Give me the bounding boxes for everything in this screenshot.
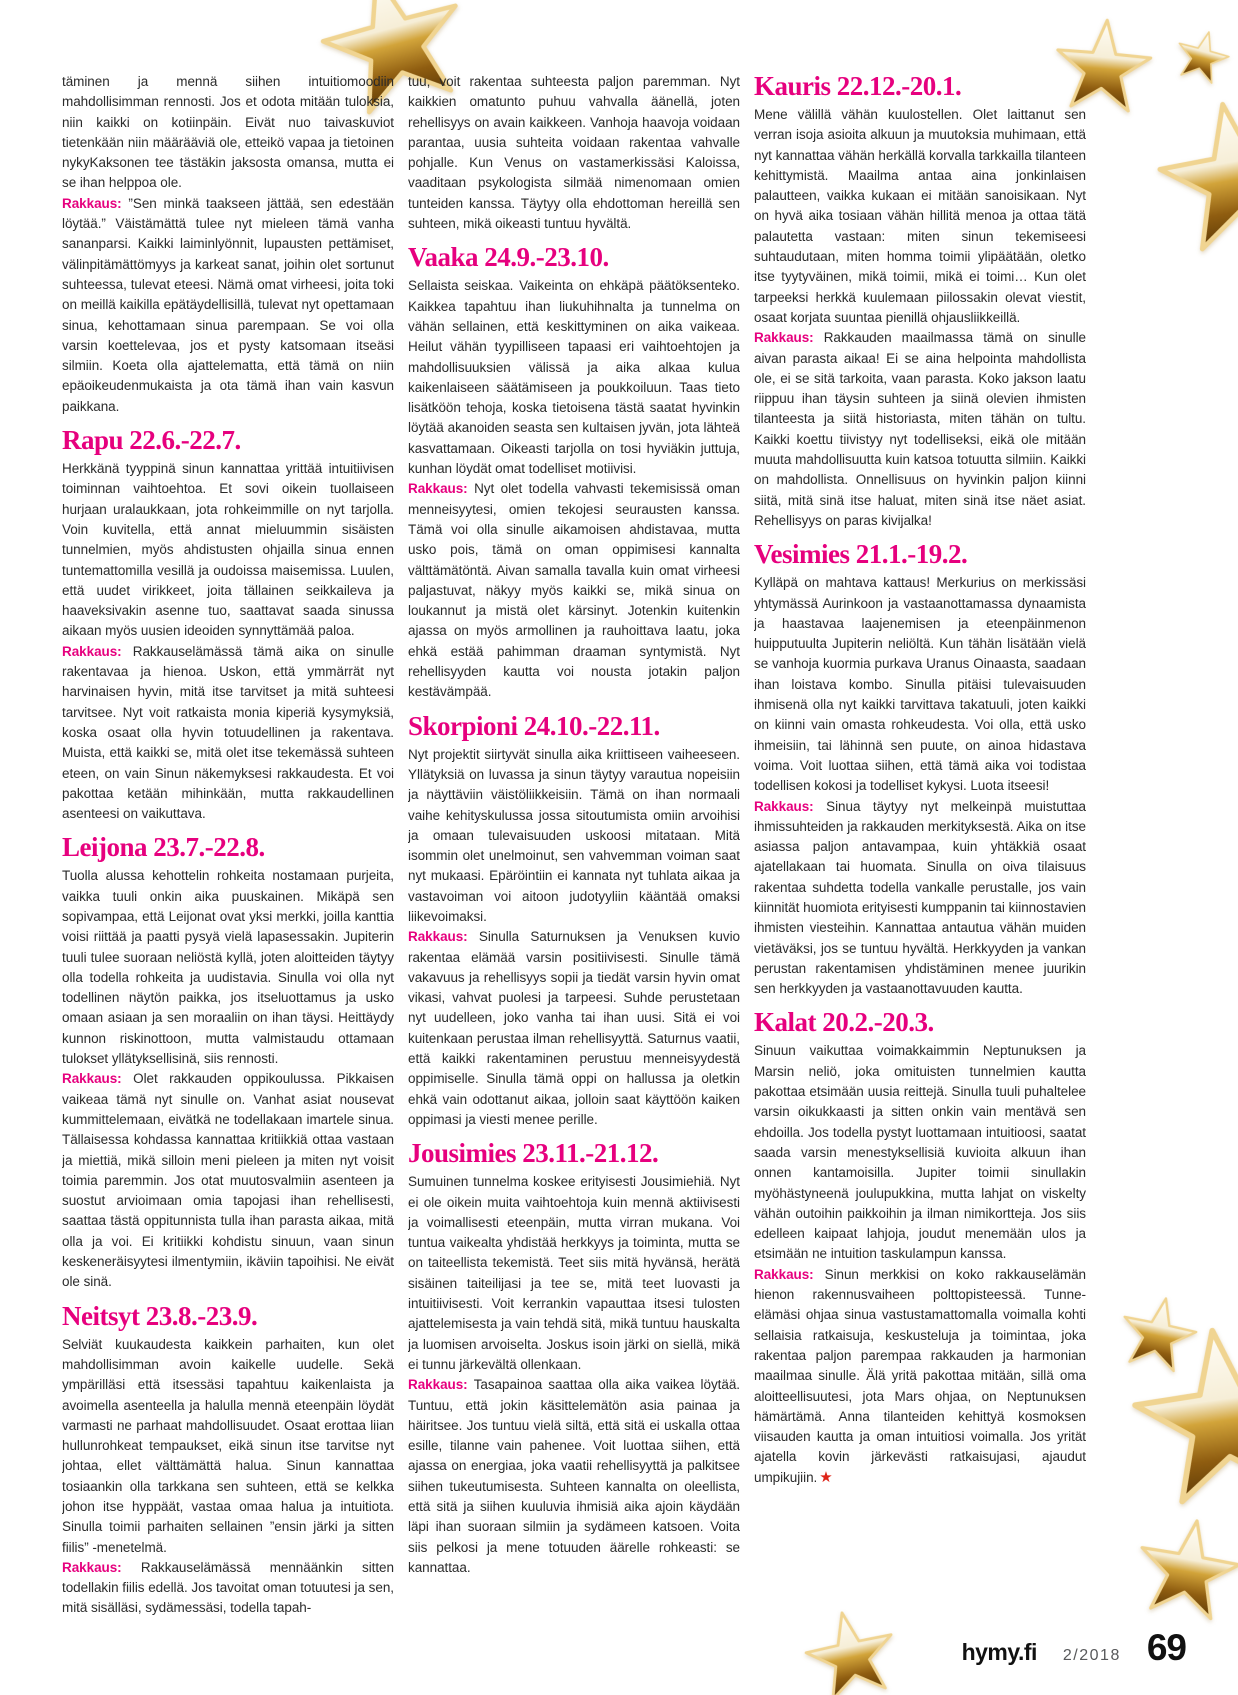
rakkaus-paragraph: Rakkaus: Rakkauden maailmassa tämä on sinulle aivan parasta aikaa! Ei se aina helpointa mahdollista ole, ei se sitä tarkoita, vaan parasta. Koko jakson laatu riippuu ihan täysin suhteen ja siinä olevien ihmisten tilanteesta ja siitä historiasta, miten tähän on tultu. Kaikki koettu tiivistyy nyt todelliseksi, eikä ole mitään muuta mahdollisuutta kuin katsoa totuutta silmiin. Kaikki on mahdollista. Onnellisuus on hyvinkin paljon kiinni siitä, mitä sinä itse haluat, miten sinä itse näet asiat. Rehellisyys on paras kivijalka!: [754, 330, 1086, 528]
gold-star-icon: [1125, 1509, 1238, 1634]
rakkaus-label: Rakkaus:: [62, 643, 133, 659]
horoscope-paragraph: täminen ja mennä siihen intuitiomoodiin mahdollisimman rennosti. Jos et odota mitään tuloksia, niin kaikki on kotiinpäin. Eivät nuo taivaskuviot tietenkään niin määrääviä ole, etteikö vapaa ja tietoinen nykyKaksonen tee tästäkin jaksosta omansa, mutta ei se ihan helppoa ole.: [62, 74, 394, 191]
horoscope-sign-heading: Rapu 22.6.-22.7.: [62, 425, 241, 456]
horoscope-paragraph: Selviät kuukaudesta kaikkein parhaiten, kun olet mahdollisimman avoin kaikelle uudelle. Sekä ympärilläsi että itsessäsi tapahtuu kaikenlaista ja avoimella asenteella ja halulla mennä eteenpäin löydät varmasti ne parhaat mahdollisuudet. Osaat erottaa liian hullunrohkeat tempaukset, eikä sinun itse tarvitse nyt johtaa, ellet välttämättä halua. Sinun kannattaa tosiaankin olla tarkkana sen suhteen, että se kelkka johon itse hyppäät, vastaa omaa halua ja intuitiota. Sinulla toimii parhaiten sellainen ”ensin järki ja sitten fiilis” -menetelmä.: [62, 1336, 394, 1555]
horoscope-sign-heading: Jousimies 23.11.-21.12.: [408, 1138, 659, 1169]
rakkaus-paragraph: Rakkaus: Nyt olet todella vahvasti tekemisissä oman menneisyytesi, omien tekojesi seurausten kanssa. Tämä voi olla sinulle aikamoisen ahdistavaa, mutta usko pois, tämä on oman oppimisesi kannalta välttämätöntä. Aivan samalla tavalla kuin omat virheesi paljastuvat, näkyy myös kaikki se, mikä sinua on loukannut ja mistä olet kärsinyt. Jotenkin kuitenkin ajassa on myös armollinen ja rauhoittava laatu, joka ehkä estää pahimman draaman syntymistä. Nyt rehellisyyden kautta voi nousta jotakin paljon kestävämpää.: [408, 481, 740, 700]
text-column: [62, 72, 394, 1632]
rakkaus-paragraph: Rakkaus: Rakkauselämässä tämä aika on sinulle rakentavaa ja hienoa. Uskon, että ymmärrät nyt harvinaisen hyvin, mitä itse tarvitset ja mitä suhteesi tarvitsee. Nyt voit ratkaista monia kiperiä kysymyksiä, koska osaat olla hyvin totuudellinen ja rakentava. Muista, että kaikki se, mitä olet itse tekemässä suhteen eteen, on vain Sinun näkemyksesi rakkaudesta. Et voi pakottaa ketään mihinkään, mutta rakkaudellinen asenteesi on vaikuttava.: [62, 643, 394, 822]
rakkaus-label: Rakkaus:: [62, 1071, 134, 1087]
gold-star-icon: [1143, 87, 1238, 272]
horoscope-paragraph: Nyt projektit siirtyvät sinulla aika kriittiseen vaiheeseen. Yllätyksiä on luvassa ja sinun täytyy varautua nopeisiin ja näyttäviin väistöliikkeisiin. Tämä on ihan normaali vaihe kehityskulussa jossa sitoutumista omiin arvoihisi ja omaan tulevaisuuden uskoosi mitataan. Mitä isommin olet unelmoinut, sen vahvemman voiman saat nyt mukaasi. Epäröintiin ei kannata nyt tuhlata aikaa ja vastavoiman voi aitoon judotyyliin kääntää omaksi liikevoimaksi.: [408, 746, 740, 924]
page-footer: [962, 1627, 1186, 1669]
magazine-brand: hymy.fi: [961, 1639, 1037, 1665]
rakkaus-paragraph: Rakkaus: Sinulla Saturnuksen ja Venuksen kuvio rakentaa elämää varsin positiivisesti. Sinulle tämä vakavuus ja rehellisyys sopii ja tiedät varsin hyvin omat vikasi, vahvat puolesi ja tarpeesi. Suhde perustetaan nyt uudelleen, joko vanha tai ihan uusi. Sitä ei voi kuitenkaan perustaa ilman rehellisyyttä. Saturnus vaatii, että kaikki rakentaminen perustuu menneisyydestä oppimiselle. Sinulla tämä oppi on hallussa ja oletkin ehkä vain odottanut aikaa, jolloin saat käyttöön kaiken oppimasi ja viesti menee perille.: [408, 929, 740, 1127]
rakkaus-paragraph: Rakkaus: ”Sen minkä taakseen jättää, sen edestään löytää.” Väistämättä tulee nyt mieleen tämä vanha sananparsi. Kaikki laiminlyönnit, lupausten pettämiset, välinpitämättömyys ja karkeat sanat, joihin olet sortunut suhteessa, tulevat eteesi. Nämä omat virheesi, joita toki on meillä kaikilla epätäydellisillä, tulevat nyt opettamaan sinua, kehottamaan sinua parempaan. Se voi olla varsin koettelevaa, jos et pysty katsomaan itseäsi silmiin. Koeta olla ajattelematta, että tämä on niin epäoikeudenmukaista ja ota tämä ihan vain kasvun paikkana.: [62, 195, 394, 414]
rakkaus-paragraph: Rakkaus: Olet rakkauden oppikoulussa. Pikkaisen vaikeaa tämä nyt sinulle on. Vanhat asiat nousevat kummittelemaan, eivätkä ne todellakaan imartele sinua. Tällaisessa kohdassa kannattaa kritiikkiä ottaa vastaan ja miettiä, mikä silloin meni pieleen ja miten nyt voisit toimia paremmin. Jos otat muutosvalmiin asenteen ja suostut arvioimaan omia tapojasi ihan rehellisesti, saattaa tästä oppitunnista tulla ihan parasta aikaa, mitä olla ja voi. Ei kritiikki kohdistu sinuun, vaan sinun keskeneräisyytesi ilmentymiin, ikäviin tapoihisi. Ne eivät ole sinä.: [62, 1071, 394, 1290]
rakkaus-label: Rakkaus:: [62, 195, 129, 211]
horoscope-sign-heading: Skorpioni 24.10.-22.11.: [408, 710, 660, 741]
issue-number: 2/2018: [1062, 1647, 1121, 1664]
horoscope-sign-heading: Vaaka 24.9.-23.10.: [408, 242, 609, 273]
rakkaus-paragraph: Rakkaus: Rakkauselämässä mennäänkin sitten todellakin fiilis edellä. Jos tavoitat oman totuutesi ja sen, mitä sisälläsi, sydämessäsi, todella tapah-: [62, 1559, 394, 1616]
text-column: [754, 72, 1086, 1632]
horoscope-paragraph: Sinuun vaikuttaa voimakkaimmin Neptunuksen ja Marsin neliö, joka omituisten tunnelmien kautta pakottaa etsimään uusia reittejä. Sinulla tuuli puhaltelee varsin oikukkaasti ja sitten onkin vain mentävä sen ehdoilla. Jos todella pystyt luottamaan intuitioosi, saatat saada varsin menestyksellisiä kuvioita alkuun ihan onnen kantamoisilla. Jupiter toimii sinullakin myöhästyneenä joulupukkina, mutta lahjat on viskelty vähän outoihin paikkoihin ja ilman nimikortteja. Jos siis edelleen kaipaat lahjoja, joudut menemään ulos ja etsimään ne intuition taskulampun kanssa.: [754, 1043, 1086, 1262]
horoscope-paragraph: Sellaista seiskaa. Vaikeinta on ehkäpä päätöksenteko. Kaikkea tapahtuu ihan liukuhihnalta ja tunnelma on vähän sellainen, että keskittyminen on aika vaikeaa. Heilut vähän tyypilliseen tapaasi eri vaihtoehtojen ja mahdollisuuksien välissä ja aika alkaa kulua kaikenlaiseen säätämiseen ja poukkoiluun. Taas tieto lisätköön tehoja, koska tietoisena tästä saatat hyvinkin löytää akanoiden seasta sen kultaisen jyvän, jota lähteä kasvattamaan. Oikeasti tarjolla on tosi hyviäkin juttuja, kunhan löydät omat todelliset motiivisi.: [408, 278, 740, 477]
gold-star-icon: [1168, 24, 1237, 93]
gold-star-icon: [1118, 1314, 1238, 1529]
horoscope-columns: [62, 72, 1086, 1632]
horoscope-paragraph: Mene välillä vähän kuulostellen. Olet laittanut sen verran isoja asioita alkuun ja muutoksia muhimaan, että nyt kannattaa vähän herkällä korvalla tarkkailla tilanteen kehittymistä. Maailma antaa aina jonkinlaisen palautteen, vaikka kukaan ei mitään sanoisikaan. Nyt on hyvä aika tosiaan vähän hillitä menoa ja ottaa tätä palautetta vastaan: miten sinun tekemiseesi suhtaudutaan, miten homma toimii ylipäätään, oletko itse tyytyväinen, mikä toimii, mikä ei toimi… Kun olet tarpeeksi herkkä kuulemaan piilossakin olevat viestit, osaat korjata suuntaa pienillä ohjausliikkeillä.: [754, 107, 1086, 325]
rakkaus-label: Rakkaus:: [408, 481, 475, 497]
rakkaus-label: Rakkaus:: [408, 929, 479, 945]
horoscope-paragraph: tuu, voit rakentaa suhteesta paljon paremman. Nyt kaikkien omatunto puhuu vahvalla äänellä, joten rehellisyys on avain kaikkeen. Vanhoja haavoja voidaan parantaa, uusia suhteita voidaan rakentaa vahvalle pohjalle. Kun Venus on vastamerkissäsi Kaloissa, vaaditaan psykologista silmää nimenomaan omien tunteiden kanssa. Täytyy olla ehdottoman hereillä sen suhteen, mikä oikeasti tuntuu hyvältä.: [408, 74, 740, 232]
horoscope-sign-heading: Leijona 23.7.-22.8.: [62, 832, 265, 863]
rakkaus-paragraph: Rakkaus: Sinua täytyy nyt melkeinpä muistuttaa ihmissuhteiden ja rakkauden merkityksestä. Aika on itse asiassa paljon antavampaa, kuin yhtäkkiä osaat ajatellakaan tai huomata. Sinulla on oiva tilaisuus rakentaa suhdetta todella vankalle perustalle, jos vain kiinnität huomiota erityisesti kumppanin tai kiinnostavien ihmisten viesteihin. Kannattaa antautua vähän muiden vietäväksi, jos se tuntuu hyvältä. Herkkyyden ja vankan perustan rakentamisen yhdistäminen menee juurikin sen herkkyyden ja vastaanottavuuden kautta.: [754, 798, 1086, 997]
horoscope-paragraph: Kylläpä on mahtava kattaus! Merkurius on merkissäsi yhtymässä Aurinkoon ja vastaanottamassa dynaamista ja haastavaa laajenemisen ja eteenpäinmenon huipputuulta Jupiterin neliöltä. Kun tähän lisätään vielä se vanhoja kuormia purkava Uranus Oinaasta, saadaan ihan loistava kombo. Sinulla pitäisi tulevaisuuden ihmisenä olla nyt kaikki tarvittava takatuuli, joten kaikki on kiinni vain omasta rohkeudesta. Voi olla, että usko ihmeisiin, tai lähinnä sen puute, on ainoa hidastava voima. Voit luottaa siihen, että tämä aika voi todistaa todellisen kokosi ja todelliset kykysi. Luota itseesi!: [754, 575, 1086, 794]
rakkaus-label: Rakkaus:: [408, 1377, 474, 1393]
horoscope-sign-heading: Kalat 20.2.-20.3.: [754, 1007, 934, 1038]
horoscope-paragraph: Sumuinen tunnelma koskee erityisesti Jousimiehiä. Nyt ei ole oikein muita vaihtoehtoja kuin mennä aktiivisesti ja voimallisesti eteenpäin, mutta virran mukana. Voi tuntua vaikealta yhdistää herkkyys ja toiminta, mutta se on taiteellista tekemistä. Teet siis mitä hyvänsä, herätä sisäinen taiteilijasi ja tee se, mitä teet luovasti ja intuitiivisesti. Voit kerrankin vapauttaa itsesi tulosten ajattelemisesta ja vain tehdä sitä, mikä tuntuu hauskalta ja luomisen arvoiselta. Joskus isoin järki on siellä, mikä ei tunnu järkevältä ollenkaan.: [408, 1174, 740, 1372]
rakkaus-label: Rakkaus:: [62, 1559, 141, 1575]
end-star-icon: ★: [819, 1468, 833, 1486]
horoscope-paragraph: Herkkänä tyyppinä sinun kannattaa yrittää intuitiivisen toiminnan vaihtoehtoa. Et sovi oikein tuollaiseen hurjaan uralaukkaan, jota rohkeimmille on nyt tarjolla. Voin kuvitella, että annat mieluummin sisäisten tunnelmien, myös ahdistusten ohjailla sinua ennen tuntemattomilla vesillä ja oudoissa maisemissa. Luulen, että uudet virikkeet, joita tällainen seikkaileva ja haaveksivakin asenne tuo, saattavat saada sinussa aikaan myös uusien ideoiden synnyttämää paloa.: [62, 461, 394, 639]
rakkaus-paragraph: Rakkaus: Sinun merkkisi on koko rakkauselämän hienon rakennusvaiheen polttopisteessä. Tunne-elämäsi ohjaa sinua vastustamattomalla voimalla kohti sellaisia ratkaisuja, keskusteluja ja toimintaa, joka rakentaa paljon parempaa rakkauden ja harmonian maailmaa sinulle. Älä yritä pakottaa mitään, sillä oma aloitteellisuutesi, jota Mars ohjaa, on Neptunuksen hämärtämä. Anna tilanteiden kehittyä kosmoksen viisauden kautta ja oman intuitiosi voimalla. Jos yrität ajatella kovin järkevästi ratkaisujasi, ajaudut umpikujiin. ★: [754, 1266, 1086, 1486]
horoscope-paragraph: Tuolla alussa kehottelin rohkeita nostamaan purjeita, vaikka tuuli onkin aika puuskainen. Mikäpä sen sopivampaa, että Leijonat ovat yksi merkki, joilla kanttia voisi riittää ja paatti pysyä vielä lapasessakin. Jupiterin tuuli tulee suoraan neliöstä kyllä, joten aloitteiden täytyy olla todella rohkeita ja uudistavia. Sinulla voi olla nyt todellinen näytön paikka, jos itseluottamus ja usko omaan asiaan ja sen moraaliin on ihan täysi. Heittäydy kunnon riskinottoon, mutta valmistaudu ottamaan tulokset yllätyksellisinä, siis rennosti.: [62, 868, 394, 1067]
rakkaus-paragraph: Rakkaus: Tasapainoa saattaa olla aika vaikea löytää. Tuntuu, että jokin käsittelemätön asia painaa ja häiritsee. Jos tuntuu vielä siltä, että sitä ei uskalla ottaa esille, tilanne vain pahenee. Voit luottaa siihen, että ajassa on energiaa, joka vaatii rehellisyyttä ja palkitsee siihen tukeutumisesta. Suhteen kannalta on oleellista, että sitä ja siihen kuuluvia ihmisiä aika ajoin käydään läpi ihan suoraan silmiin ja sydämeen katsoen. Voita siis pelkosi ja mene totuuden äärelle rohkeasti: se kannattaa.: [408, 1377, 740, 1575]
rakkaus-label: Rakkaus:: [754, 798, 827, 814]
horoscope-sign-heading: Neitsyt 23.8.-23.9.: [62, 1300, 258, 1331]
rakkaus-label: Rakkaus:: [754, 330, 824, 346]
horoscope-sign-heading: Kauris 22.12.-20.1.: [754, 72, 962, 101]
rakkaus-label: Rakkaus:: [754, 1266, 825, 1282]
text-column: [408, 72, 740, 1632]
page-number: 69: [1146, 1627, 1186, 1668]
horoscope-sign-heading: Vesimies 21.1.-19.2.: [754, 539, 968, 570]
